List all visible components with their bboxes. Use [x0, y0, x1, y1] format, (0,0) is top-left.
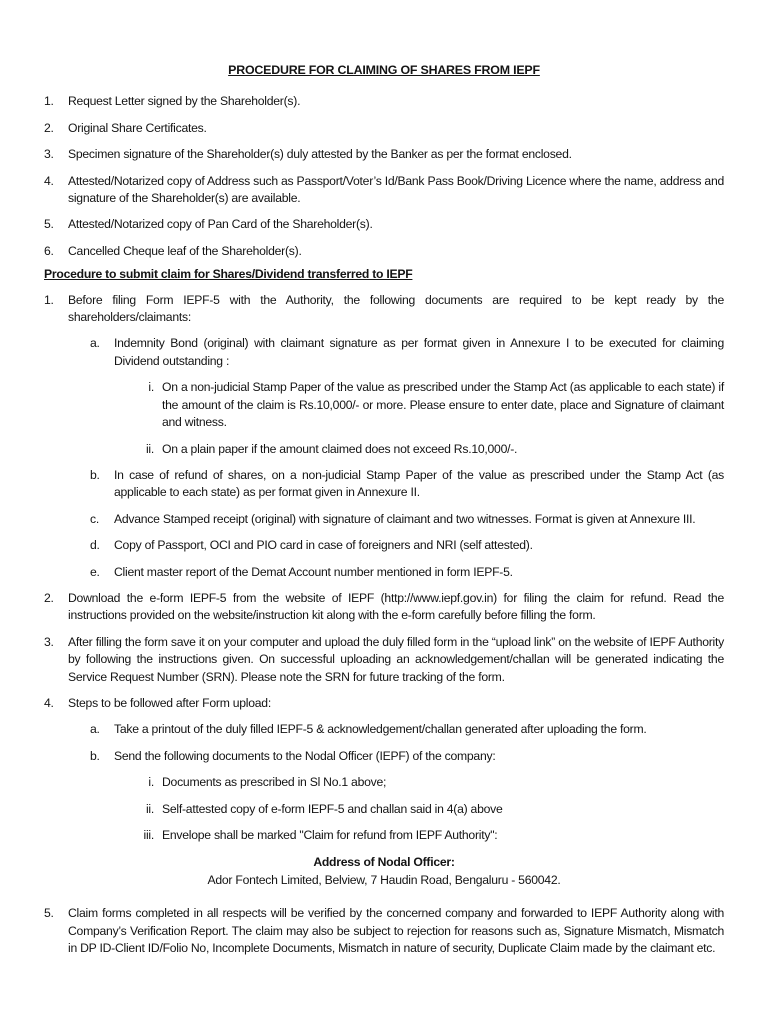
sub-sub-text: On a non-judicial Stamp Paper of the value as prescribed under the Stamp Act (as applicable to each state) if the amount of the claim is Rs.10,000/- or more. Please ensure to enter date, place and Signature of claimant and witness. — [162, 380, 724, 430]
list-number: 5. — [44, 217, 54, 232]
sub-sub-text: Self-attested copy of e-form IEPF-5 and challan said in 4(a) above — [162, 801, 503, 816]
sub-sub-item — [44, 441, 724, 458]
sub-text: Indemnity Bond (original) with claimant signature as per format given in Annexure I to be executed for claiming Dividend outstanding : — [114, 336, 724, 368]
list-item — [44, 120, 724, 137]
list-number: 4. — [44, 695, 54, 710]
nodal-officer-address: Ador Fontech Limited, Belview, 7 Haudin Road, Bengaluru - 560042. — [207, 872, 561, 887]
list-item — [44, 634, 724, 686]
sub-sub-item — [44, 801, 724, 818]
sub-item — [44, 467, 724, 502]
sub-text: Send the following documents to the Nodal Officer (IEPF) of the company: — [114, 748, 496, 763]
sub-text: Client master report of the Demat Account number mentioned in form IEPF-5. — [114, 564, 513, 579]
list-text: Before filing Form IEPF-5 with the Authority, the following documents are required to be kept ready by the shareholders/claimants: — [68, 292, 724, 325]
list-text: Download the e-form IEPF-5 from the website of IEPF (http://www.iepf.gov.in) for filing the claim for refund. Read the instructions provided on the website/instruction kit along with the e-form carefully before filling the form. — [68, 590, 724, 623]
list-text: After filling the form save it on your computer and upload the duly filled form in the “upload link” on the website of IEPF Authority by following the instructions given. On successful uploading an acknowledgement/challan will be generated indicating the Service Request Number (SRN). Please note the SRN for future tracking of the form. — [68, 634, 724, 684]
list-text: Cancelled Cheque leaf of the Shareholder(s). — [68, 243, 302, 258]
sub-sub-item — [44, 774, 724, 791]
sub-label: a. — [90, 722, 100, 737]
sub-text: Take a printout of the duly filled IEPF-5 & acknowledgement/challan generated after uploading the form. — [114, 722, 647, 737]
sub-sub-item — [44, 379, 724, 431]
list-item — [44, 905, 724, 957]
nodal-officer-title: Address of Nodal Officer: — [313, 855, 455, 870]
list-item — [44, 590, 724, 625]
list-text: Specimen signature of the Shareholder(s) duly attested by the Banker as per the format enclosed. — [68, 147, 572, 162]
roman-label: ii. — [145, 801, 154, 816]
sub-item — [44, 721, 724, 738]
sub-sub-text: Envelope shall be marked "Claim for refund from IEPF Authority": — [162, 828, 498, 842]
sub-sub-text: On a plain paper if the amount claimed does not exceed Rs.10,000/-. — [162, 441, 518, 456]
roman-label: ii. — [145, 441, 154, 456]
roman-label: i. — [148, 380, 154, 395]
list-number: 2. — [44, 120, 54, 135]
list-number: 1. — [44, 94, 54, 109]
list-number: 4. — [44, 173, 54, 188]
documents-list — [44, 93, 724, 260]
page-title: PROCEDURE FOR CLAIMING OF SHARES FROM IEPF — [228, 63, 540, 77]
list-item — [44, 243, 724, 260]
list-item — [44, 292, 724, 327]
sub-sub-item — [44, 827, 724, 844]
sub-label: d. — [90, 538, 100, 553]
list-number: 5. — [44, 906, 54, 921]
sub-text: Copy of Passport, OCI and PIO card in case of foreigners and NRI (self attested). — [114, 538, 533, 553]
list-item — [44, 173, 724, 208]
sub-label: b. — [90, 467, 100, 482]
list-number: 3. — [44, 634, 54, 649]
sub-label: a. — [90, 336, 100, 351]
document-page — [44, 62, 724, 957]
sub-label: c. — [90, 511, 99, 526]
list-item — [44, 93, 724, 110]
list-number: 2. — [44, 590, 54, 605]
sub-sub-text: Documents as prescribed in Sl No.1 above; — [162, 775, 387, 790]
list-text: Request Letter signed by the Shareholder(s). — [68, 94, 301, 109]
roman-label: iii. — [143, 828, 154, 842]
sub-text: Advance Stamped receipt (original) with signature of claimant and two witnesses. Format is given at Annexure III. — [114, 511, 696, 526]
list-text: Claim forms completed in all respects will be verified by the concerned company and forwarded to IEPF Authority along with Company’s Verification Report. The claim may also be subject to rejection for reasons such as, Signature Mismatch, Mismatch in DP ID-Client ID/Folio No, Incomplete Documents, Mismatch in nature of security, Duplicate Claim made by the claimant etc. — [68, 906, 724, 956]
section-heading: Procedure to submit claim for Shares/Dividend transferred to IEPF — [44, 267, 413, 282]
sub-item — [44, 335, 724, 370]
list-number: 3. — [44, 147, 54, 162]
roman-label: i. — [148, 775, 154, 790]
sub-item — [44, 537, 724, 554]
sub-item — [44, 564, 724, 581]
list-item — [44, 695, 724, 712]
nodal-officer-block — [44, 854, 724, 889]
list-number: 6. — [44, 243, 54, 258]
procedure-list — [44, 292, 724, 958]
list-text: Original Share Certificates. — [68, 120, 207, 135]
sub-label: b. — [90, 748, 100, 763]
list-item — [44, 146, 724, 163]
sub-item — [44, 511, 724, 528]
list-text: Steps to be followed after Form upload: — [68, 695, 271, 710]
sub-item — [44, 748, 724, 765]
list-item — [44, 216, 724, 233]
sub-label: e. — [90, 564, 100, 579]
list-number: 1. — [44, 292, 54, 307]
list-text: Attested/Notarized copy of Pan Card of the Shareholder(s). — [68, 217, 373, 232]
list-text: Attested/Notarized copy of Address such as Passport/Voter’s Id/Bank Pass Book/Driving Licence where the name, address and signature of the Shareholder(s) are available. — [68, 173, 724, 206]
sub-text: In case of refund of shares, on a non-judicial Stamp Paper of the value as prescribed under the Stamp Act (as applicable to each state) as per format given in Annexure II. — [114, 467, 724, 500]
